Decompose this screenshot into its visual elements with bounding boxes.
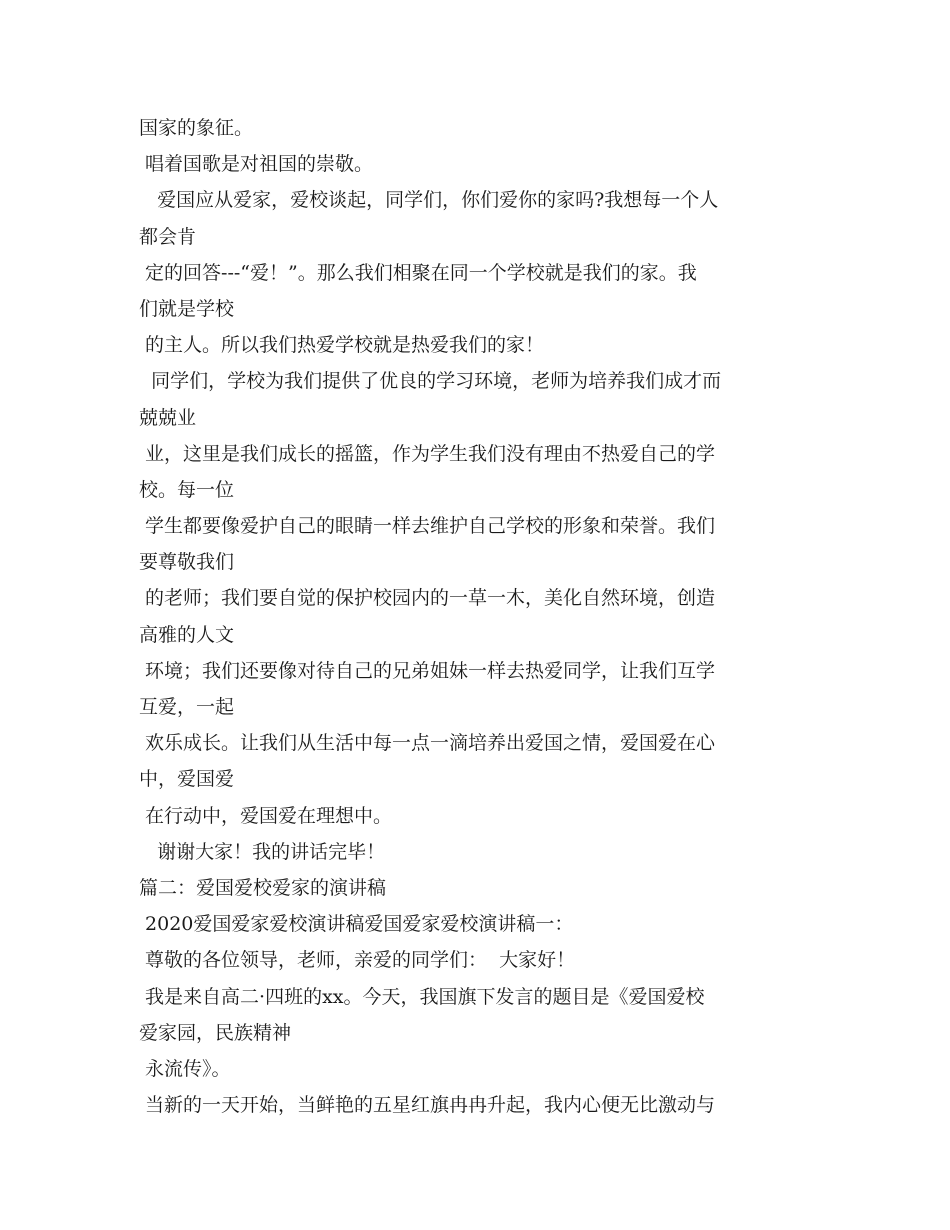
text-line: 2020爱国爱家爱校演讲稿爱国爱家爱校演讲稿一： — [139, 913, 574, 936]
text-line: 篇二：爱国爱校爱家的演讲稿 — [139, 876, 387, 899]
document-body — [139, 110, 829, 1123]
text-line: 都会肯 — [139, 225, 197, 248]
text-line: 校。每一位 — [139, 478, 235, 501]
text-line: 中，爱国爱 — [139, 768, 235, 791]
text-line: 在行动中，爱国爱在理想中。 — [139, 804, 393, 827]
text-line: 同学们，学校为我们提供了优良的学习环境，老师为培养我们成才而 — [139, 370, 722, 393]
text-line: 爱国应从爱家，爱校谈起，同学们，你们爱你的家吗?我想每一个人 — [139, 189, 719, 212]
text-line: 我是来自高二·四班的xx。今天，我国旗下发言的题目是《爱国爱校 — [139, 985, 705, 1008]
text-line: 尊敬的各位领导，老师，亲爱的同学们： 大家好！ — [139, 949, 576, 972]
text-line: 爱家园，民族精神 — [139, 1021, 292, 1044]
text-line: 业，这里是我们成长的摇篮，作为学生我们没有理由不热爱自己的学 — [139, 442, 716, 465]
text-line: 环境；我们还要像对待自己的兄弟姐妹一样去热爱同学，让我们互学 — [139, 659, 716, 682]
text-line: 的老师；我们要自觉的保护校园内的一草一木，美化自然环境，创造 — [139, 587, 716, 610]
text-line: 们就是学校 — [139, 297, 235, 320]
text-line: 互爱，一起 — [139, 696, 235, 718]
text-line: 永流传》。 — [139, 1057, 231, 1080]
text-line: 谢谢大家！我的讲话完毕！ — [139, 840, 386, 863]
text-line: 的主人。所以我们热爱学校就是热爱我们的家！ — [139, 334, 545, 357]
text-line: 唱着国歌是对祖国的崇敬。 — [139, 153, 374, 176]
text-line: 学生都要像爱护自己的眼睛一样去维护自己学校的形象和荣誉。我们 — [139, 515, 716, 538]
text-line: 要尊敬我们 — [139, 551, 235, 574]
text-line: 欢乐成长。让我们从生活中每一点一滴培养出爱国之情，爱国爱在心 — [139, 732, 716, 755]
text-line: 定的回答---“爱！”。那么我们相聚在同一个学校就是我们的家。我 — [139, 261, 697, 284]
text-line: 高雅的人文 — [139, 623, 235, 646]
text-line: 国家的象征。 — [139, 117, 254, 139]
text-line: 当新的一天开始，当鲜艳的五星红旗冉冉升起，我内心便无比激动与 — [139, 1094, 716, 1117]
text-line: 兢兢业 — [139, 406, 197, 429]
